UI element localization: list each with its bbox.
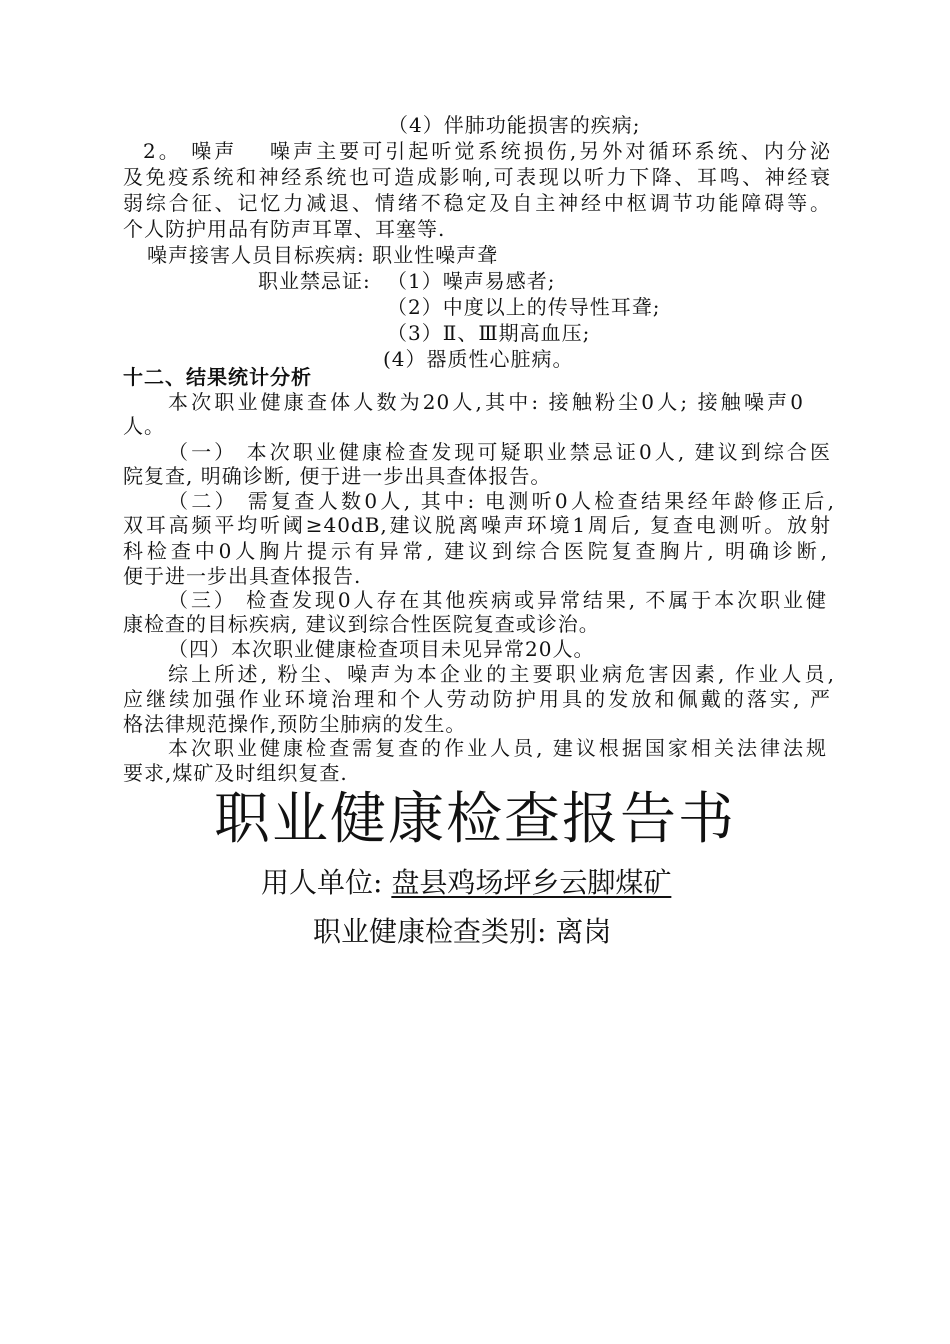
item-4-lung-disease: （4）伴肺功能损害的疾病; [388, 113, 641, 137]
finding-2-line: 便于进一步出具查体报告. [123, 564, 362, 588]
finding-3-line: 康检查的目标疾病, 建议到综合性医院复查或诊治。 [123, 612, 600, 636]
section-12-heading: 十二、结果统计分析 [123, 365, 312, 389]
recheck-line: 本次职业健康检查需复查的作业人员, 建议根据国家相关法律法规 [168, 736, 827, 760]
contraindication-item: (4）器质性心脏病。 [383, 347, 574, 371]
finding-3-line: （三） 检查发现0人存在其他疾病或异常结果, 不属于本次职业健 [168, 588, 827, 612]
report-title: 职业健康检查报告书 [214, 787, 736, 852]
employer-value: 盘县鸡场坪乡云脚煤矿 [391, 866, 672, 899]
employer-label: 用人单位: [261, 866, 392, 899]
summary-line: 格法律规范操作,预防尘肺病的发生。 [123, 712, 467, 736]
finding-2-line: 双耳高频平均听阈≥40dB,建议脱离噪声环境1周后, 复查电测听。放射 [123, 513, 831, 537]
employer-row [261, 865, 671, 901]
recheck-line: 要求,煤矿及时组织复查. [123, 761, 348, 785]
noise-paragraph-line: 2。 噪声 噪声主要可引起听觉系统损伤,另外对循环系统、内分泌 [143, 139, 831, 163]
finding-4-line: （四）本次职业健康检查项目未见异常20人。 [168, 637, 595, 661]
noise-paragraph-line: 及免疫系统和神经系统也可造成影响,可表现以听力下降、耳鸣、神经衰 [123, 165, 831, 189]
finding-1-line: 院复查, 明确诊断, 便于进一步出具查体报告。 [123, 464, 552, 488]
intro-line: 人。 [123, 414, 165, 438]
noise-paragraph-line: 弱综合征、记忆力减退、情绪不稳定及自主神经中枢调节功能障碍等。 [123, 191, 831, 215]
finding-1-line: （一） 本次职业健康检查发现可疑职业禁忌证0人, 建议到综合医 [168, 440, 831, 464]
contraindication-item: （2）中度以上的传导性耳聋; [387, 295, 661, 319]
category-label: 职业健康检查类别: [313, 915, 556, 948]
summary-line: 综上所述, 粉尘、噪声为本企业的主要职业病危害因素, 作业人员, [168, 662, 835, 686]
category-row [313, 914, 611, 950]
contraindication-item: （3）Ⅱ、Ⅲ期高血压; [387, 321, 591, 345]
summary-line: 应继续加强作业环境治理和个人劳动防护用具的发放和佩戴的落实, 严 [123, 687, 831, 711]
contraindication-label: 职业禁忌证: [258, 269, 371, 293]
noise-paragraph-line: 个人防护用品有防声耳罩、耳塞等. [123, 217, 446, 241]
intro-line: 本次职业健康查体人数为20人,其中: 接触粉尘0人; 接触噪声0 [168, 390, 804, 414]
category-value: 离岗 [555, 915, 612, 948]
noise-target-disease: 噪声接害人员目标疾病: 职业性噪声聋 [147, 243, 499, 267]
finding-2-line: （二） 需复查人数0人, 其中: 电测听0人检查结果经年龄修正后, [168, 489, 835, 513]
contraindication-item: （1）噪声易感者; [387, 269, 556, 293]
finding-2-line: 科检查中0人胸片提示有异常, 建议到综合医院复查胸片, 明确诊断, [123, 539, 828, 563]
